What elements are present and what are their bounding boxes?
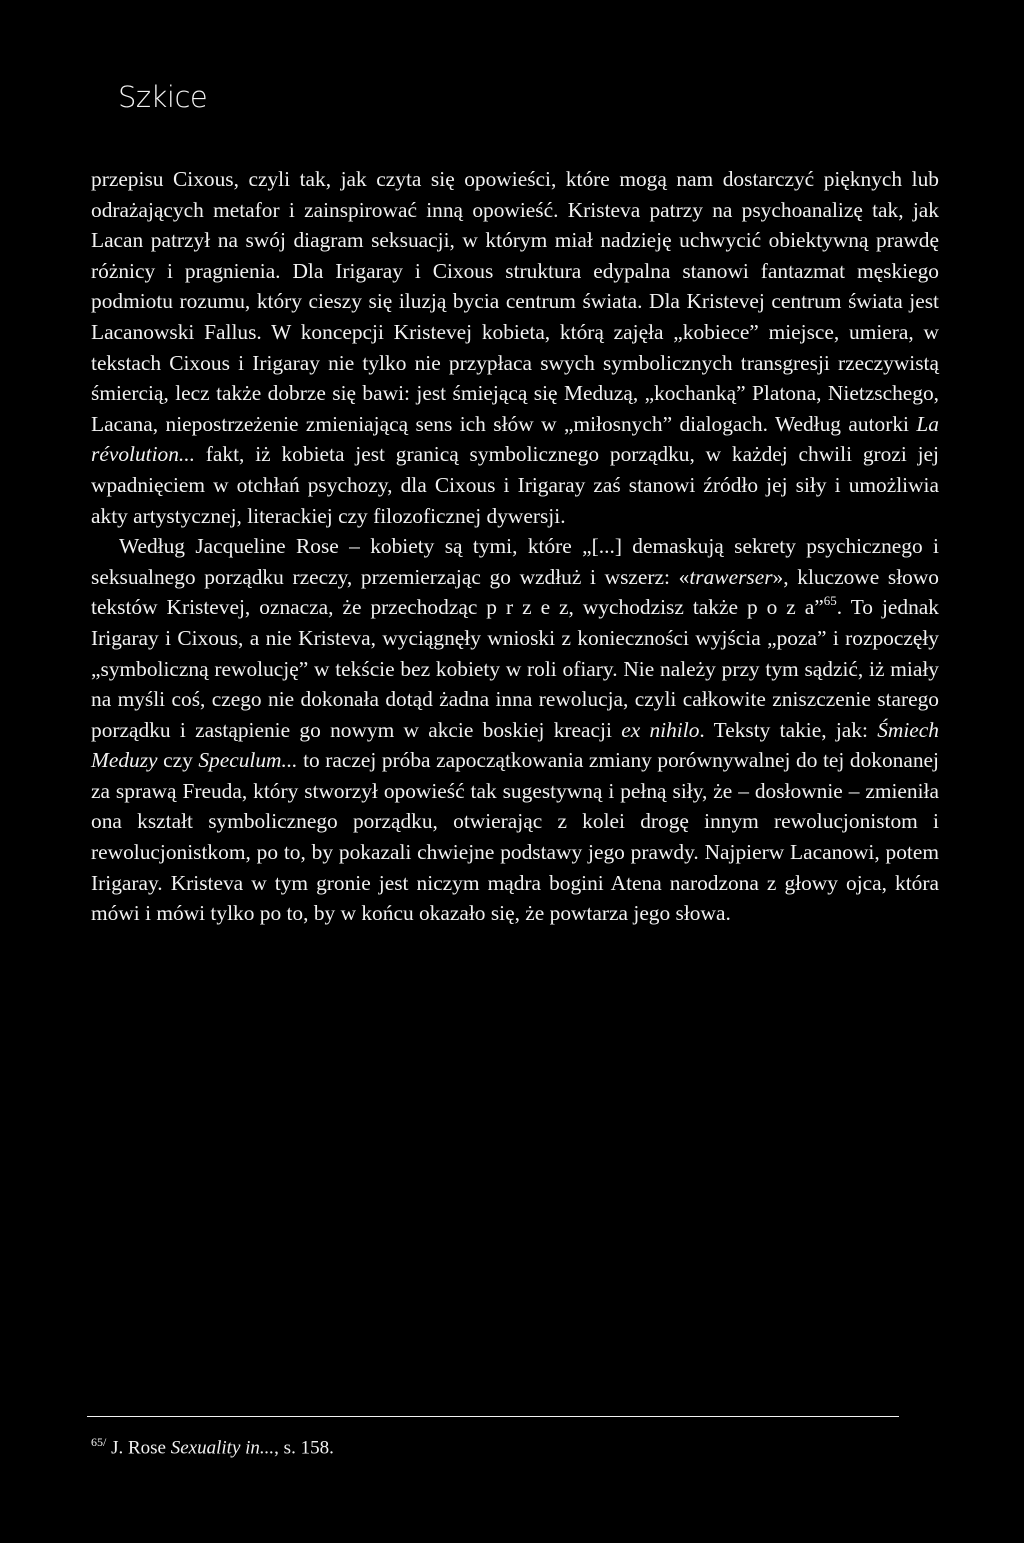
text-run: fakt, iż kobieta jest granicą symbolicznego porządku, w każdej chwili grozi jej wpadnięciem w otchłań psychozy, dla Cixous i Irigaray zaś stanowi źródło jej siły i umożliwia akty artystycznej, literackiej czy filozoficznej dywersji. — [91, 442, 939, 528]
italic-term: trawerser — [689, 564, 773, 589]
footnote-title: Sexuality in... — [170, 1437, 275, 1459]
footnote — [91, 1430, 334, 1460]
italic-term: ex nihilo — [621, 717, 700, 742]
italic-title: Speculum... — [198, 748, 298, 773]
italic-title: Śmiech Meduzy — [91, 717, 939, 773]
text-run: Według Jacqueline Rose – kobiety są tymi, które „[...] demaskują sekrety psychicznego i seksualnego porządku rzeczy, przemierzając go wzdłuż i wszerz: « — [91, 534, 939, 589]
footnote-text: , s. 158. — [274, 1437, 334, 1459]
text-run: to raczej próba zapoczątkowania zmiany porównywalnej do tej dokonanej za sprawą Freuda, który stworzył opowieść tak sugestywną i pełną siły, że – dosłownie – zmieniła ona kształt symbolicznego porządku, otwierając z kolei drogę innym rewolucjonistom i rewolucjonistkom, po to, by pokazali chwiejne podstawy jego prawdy. Najpierw Lacanowi, potem Irigaray. Kristeva w tym gronie jest niczym mądra bogini Atena narodzona z głowy ojca, która mówi i mówi tylko po to, by w końcu okazało się, że powtarza jego słowa. — [91, 748, 939, 926]
footnote-text: J. Rose — [106, 1437, 171, 1459]
text-run: », kluczowe słowo tekstów Kristevej, oznacza, że przechodząc p r z e z, wychodzisz także p o z a” — [91, 564, 940, 620]
footnote-number: 65/ — [91, 1435, 107, 1449]
text-run: . Teksty takie, jak: — [699, 717, 878, 742]
footnote-reference[interactable]: 65 — [823, 593, 837, 609]
italic-title: La révolution... — [91, 411, 939, 467]
text-run: . To jednak Irigaray i Cixous, a nie Kristeva, wyciągnęły wnioski z konieczności wyjścia „poza” i rozpoczęły „symboliczną rewolucję” w tekście bez kobiety w roli ofiary. Nie należy przy tym sądzić, iż miały na myśli coś, czego nie dokonała dotąd żadna inna rewolucja, czyli całkowite zniszczenie starego porządku i zastąpienie go nowym w akcie boskiej kreacji — [91, 595, 939, 742]
text-run: przepisu Cixous, czyli tak, jak czyta się opowieści, które mogą nam dostarczyć pięknych lub odrażających metafor i zainspirować inną opowieść. Kristeva patrzy na psychoanalizę tak, jak Lacan patrzył na swój diagram seksuacji, w którym miał nadzieję uchwycić obiektywną prawdę różnicy i pragnienia. Dla Irigaray i Cixous struktura edypalna stanowi fantazmat męskiego podmiotu rozumu, który cieszy się iluzją bycia centrum świata. Dla Kristevej centrum świata jest Lacanowski Fallus. W koncepcji Kristevej kobieta, którą zajęła „kobiece” miejsce, umiera, w tekstach Cixous i Irigaray nie tylko nie przypłaca swych symbolicznych transgresji rzeczywistą śmiercią, lecz także dobrze się bawi: jest śmiejącą się Meduzą, „kochanką” Platona, Nietzschego, Lacana, niepostrzeżenie zmieniającą sens ich słów w „miłosnych” dialogach. Według autorki — [91, 167, 939, 436]
body-text — [91, 164, 939, 929]
paragraph — [91, 164, 939, 531]
paragraph — [91, 531, 939, 929]
text-run: czy — [157, 748, 199, 773]
footnote-divider — [87, 1416, 899, 1417]
running-header: Szkice — [118, 80, 208, 114]
